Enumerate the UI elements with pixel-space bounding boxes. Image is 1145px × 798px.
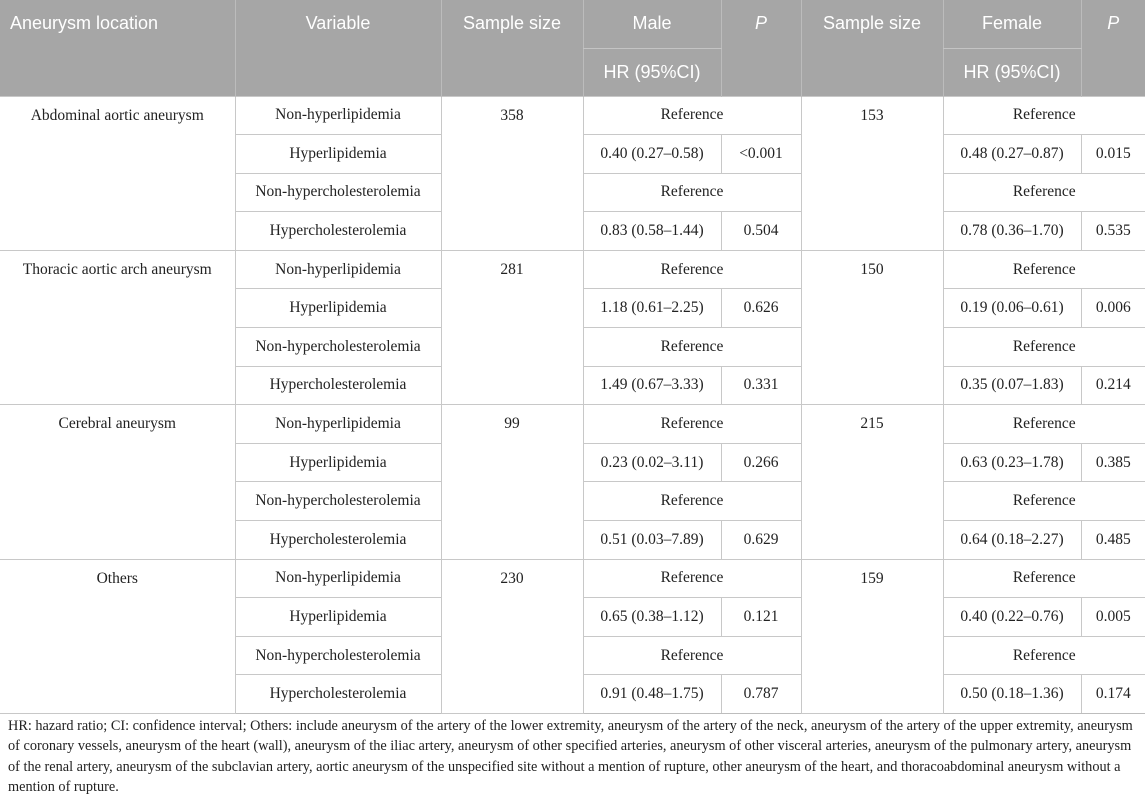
header-male-p: P [721,0,801,96]
male-reference-cell: Reference [583,482,801,521]
male-hr-cell: 1.49 (0.67–3.33) [583,366,721,405]
male-sample-size-cell: 99 [441,405,583,559]
female-sample-size-cell: 150 [801,250,943,404]
female-p-cell: 0.005 [1081,598,1145,637]
aneurysm-location-cell: Cerebral aneurysm [0,405,235,559]
male-reference-cell: Reference [583,250,801,289]
header-female-hr: HR (95%CI) [943,48,1081,96]
female-reference-cell: Reference [943,482,1145,521]
header-female-sample-size: Sample size [801,0,943,96]
variable-cell: Hyperlipidemia [235,135,441,174]
male-reference-cell: Reference [583,328,801,367]
aneurysm-location-cell: Thoracic aortic arch aneurysm [0,250,235,404]
female-p-cell: 0.015 [1081,135,1145,174]
male-p-cell: 0.266 [721,443,801,482]
header-female-p: P [1081,0,1145,96]
female-reference-cell: Reference [943,250,1145,289]
female-p-cell: 0.385 [1081,443,1145,482]
aneurysm-location-cell: Others [0,559,235,713]
male-hr-cell: 0.40 (0.27–0.58) [583,135,721,174]
female-sample-size-cell: 215 [801,405,943,559]
female-hr-cell: 0.50 (0.18–1.36) [943,675,1081,714]
male-hr-cell: 0.83 (0.58–1.44) [583,212,721,251]
table-row [0,405,1145,444]
variable-cell: Non-hypercholesterolemia [235,173,441,212]
male-hr-cell: 0.91 (0.48–1.75) [583,675,721,714]
header-male-hr: HR (95%CI) [583,48,721,96]
variable-cell: Non-hyperlipidemia [235,96,441,135]
female-p-cell: 0.535 [1081,212,1145,251]
female-p-cell: 0.485 [1081,521,1145,560]
male-reference-cell: Reference [583,559,801,598]
variable-cell: Non-hypercholesterolemia [235,328,441,367]
female-hr-cell: 0.40 (0.22–0.76) [943,598,1081,637]
variable-cell: Hyperlipidemia [235,598,441,637]
female-sample-size-cell: 159 [801,559,943,713]
aneurysm-location-cell: Abdominal aortic aneurysm [0,96,235,250]
female-reference-cell: Reference [943,328,1145,367]
male-p-cell: 0.504 [721,212,801,251]
variable-cell: Hypercholesterolemia [235,521,441,560]
male-reference-cell: Reference [583,636,801,675]
male-p-cell: 0.787 [721,675,801,714]
table-row [0,250,1145,289]
female-reference-cell: Reference [943,636,1145,675]
variable-cell: Hypercholesterolemia [235,366,441,405]
female-hr-cell: 0.78 (0.36–1.70) [943,212,1081,251]
variable-cell: Hyperlipidemia [235,443,441,482]
header-aneurysm-location: Aneurysm location [0,0,235,96]
variable-cell: Non-hypercholesterolemia [235,482,441,521]
female-reference-cell: Reference [943,559,1145,598]
male-sample-size-cell: 358 [441,96,583,250]
header-female: Female [943,0,1081,48]
variable-cell: Hypercholesterolemia [235,675,441,714]
female-p-cell: 0.006 [1081,289,1145,328]
male-reference-cell: Reference [583,405,801,444]
male-p-cell: <0.001 [721,135,801,174]
table-row [0,559,1145,598]
male-p-cell: 0.626 [721,289,801,328]
male-hr-cell: 0.51 (0.03–7.89) [583,521,721,560]
female-p-cell: 0.214 [1081,366,1145,405]
male-reference-cell: Reference [583,173,801,212]
male-p-cell: 0.121 [721,598,801,637]
male-hr-cell: 0.23 (0.02–3.11) [583,443,721,482]
male-sample-size-cell: 281 [441,250,583,404]
male-hr-cell: 0.65 (0.38–1.12) [583,598,721,637]
variable-cell: Non-hyperlipidemia [235,405,441,444]
variable-cell: Hypercholesterolemia [235,212,441,251]
variable-cell: Non-hyperlipidemia [235,250,441,289]
female-reference-cell: Reference [943,405,1145,444]
male-sample-size-cell: 230 [441,559,583,713]
female-hr-cell: 0.48 (0.27–0.87) [943,135,1081,174]
male-p-cell: 0.331 [721,366,801,405]
male-p-cell: 0.629 [721,521,801,560]
header-male-sample-size: Sample size [441,0,583,96]
male-hr-cell: 1.18 (0.61–2.25) [583,289,721,328]
female-p-cell: 0.174 [1081,675,1145,714]
table-footnote: HR: hazard ratio; CI: confidence interval; Others: include aneurysm of the artery of the lower extremity, aneurysm of the artery of the neck, aneurysm of the artery of the upper extremity, aneurysm of coronary vessels, aneurysm of the heart (wall), aneurysm of the iliac artery, aneurysm of other specified arteries, aneurysm of other visceral arteries, aneurysm of the pulmonary artery, aneurysm of the renal artery, aneurysm of the subclavian artery, aortic aneurysm of the unspecified site without a mention of rupture, other aneurysm of the heart, and thoracoabdominal aneurysm without a mention of rupture. [8,718,1133,796]
variable-cell: Non-hyperlipidemia [235,559,441,598]
female-reference-cell: Reference [943,96,1145,135]
female-reference-cell: Reference [943,173,1145,212]
variable-cell: Hyperlipidemia [235,289,441,328]
variable-cell: Non-hypercholesterolemia [235,636,441,675]
female-hr-cell: 0.35 (0.07–1.83) [943,366,1081,405]
female-hr-cell: 0.19 (0.06–0.61) [943,289,1081,328]
female-hr-cell: 0.63 (0.23–1.78) [943,443,1081,482]
table-row [0,96,1145,135]
header-male: Male [583,0,721,48]
table-body [0,96,1145,714]
male-reference-cell: Reference [583,96,801,135]
female-sample-size-cell: 153 [801,96,943,250]
female-hr-cell: 0.64 (0.18–2.27) [943,521,1081,560]
header-variable: Variable [235,0,441,96]
